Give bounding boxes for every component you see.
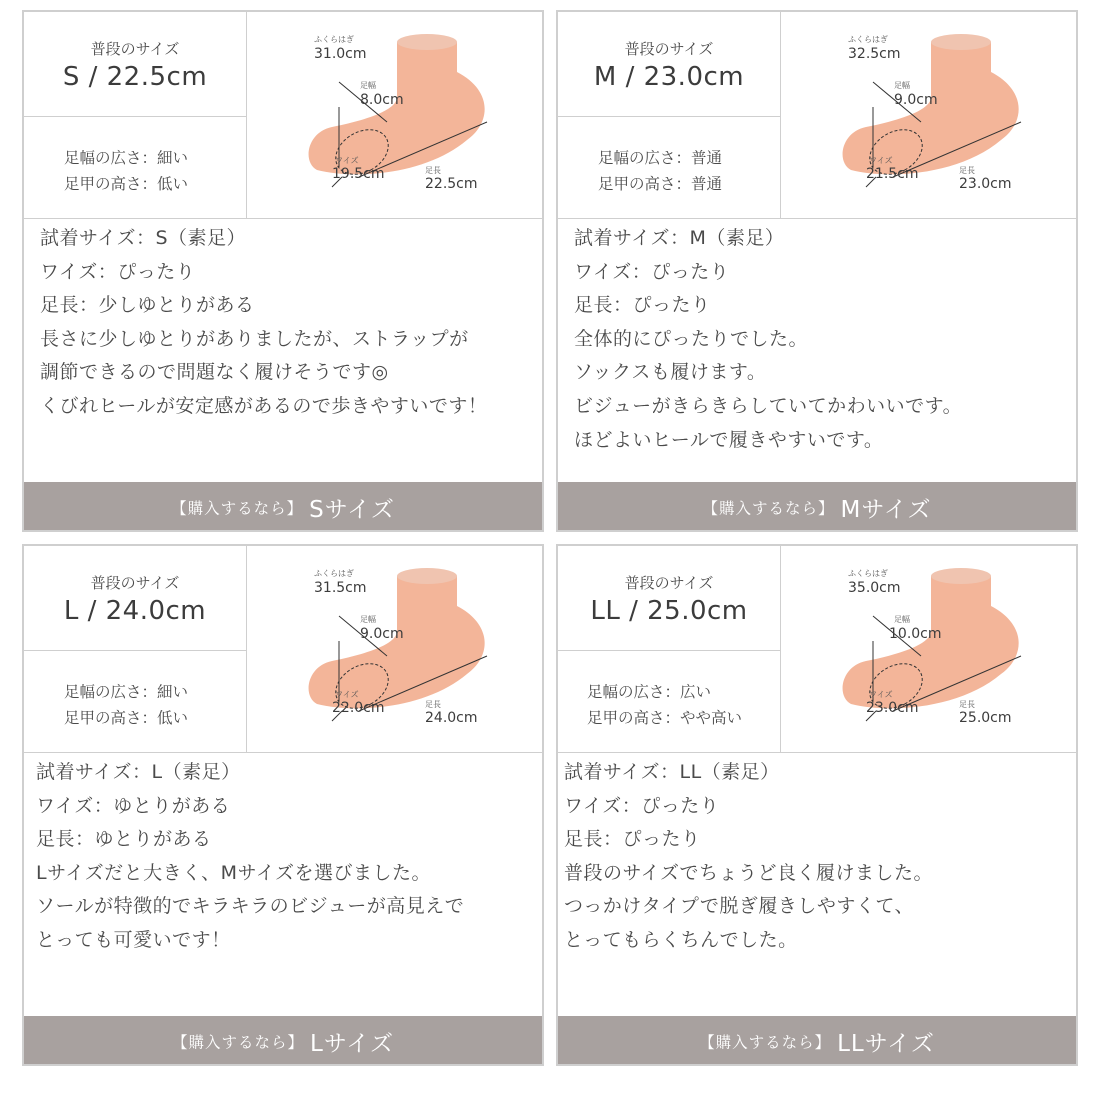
foot-shape-box <box>558 117 780 218</box>
review-line: 足長：ぴったり <box>574 294 711 317</box>
card-header <box>24 12 542 219</box>
review-line: 普段のサイズでちょうど良く履けました。 <box>564 861 933 884</box>
calf-label: ふくらはぎ <box>848 35 888 44</box>
foot-diagram <box>781 12 1076 218</box>
foot-width-value: 10.0cm <box>889 626 942 642</box>
review-line: 試着サイズ：L（素足） <box>36 761 241 783</box>
usual-size-value: M / 23.0cm <box>593 62 745 92</box>
review-line: ワイズ：ぴったり <box>40 260 196 283</box>
foot-width-label: 足幅 <box>894 81 910 90</box>
foot-width-value: 9.0cm <box>360 626 404 642</box>
wise-label: ワイズ <box>869 690 893 699</box>
foot-diagram <box>247 546 542 752</box>
recommendation-prefix: 【購入するなら】 <box>172 1033 305 1052</box>
instep-height-line: 足甲の高さ：低い <box>64 175 189 193</box>
foot-length-label: 足長 <box>425 700 441 709</box>
review-line: ワイズ：ぴったり <box>564 794 720 817</box>
calf-value: 31.0cm <box>314 46 367 62</box>
usual-size-label: 普段のサイズ <box>624 40 714 58</box>
usual-size-box <box>24 546 246 651</box>
review-line: とっても可愛いです！ <box>36 928 231 951</box>
recommendation-bar <box>558 1016 1076 1064</box>
usual-size-box <box>24 12 246 117</box>
instep-height-line: 足甲の高さ：やや高い <box>587 709 743 727</box>
foot-length-value: 23.0cm <box>959 176 1012 192</box>
foot-length-value: 25.0cm <box>959 710 1012 726</box>
recommendation-prefix: 【購入するなら】 <box>702 499 835 518</box>
review-line: ワイズ：ゆとりがある <box>36 794 231 817</box>
review-text <box>564 756 1064 958</box>
foot-shape-box <box>24 117 246 218</box>
card-header <box>24 546 542 753</box>
foot-illustration <box>247 546 542 752</box>
review-text <box>40 222 540 424</box>
size-card-s <box>22 10 544 532</box>
review-line: 試着サイズ：LL（素足） <box>564 761 780 783</box>
foot-width-line: 足幅の広さ：広い <box>587 683 712 701</box>
wise-label: ワイズ <box>335 156 359 165</box>
review-line: ワイズ：ぴったり <box>574 260 730 283</box>
foot-shape-box <box>24 651 246 752</box>
foot-width-line: 足幅の広さ：細い <box>64 683 189 701</box>
foot-width-value: 9.0cm <box>894 92 938 108</box>
recommendation-prefix: 【購入するなら】 <box>171 499 304 518</box>
review-line: くびれヒールが安定感があるので歩きやすいです！ <box>40 394 488 417</box>
foot-illustration <box>781 12 1076 218</box>
calf-value: 35.0cm <box>848 580 901 596</box>
foot-shape-box <box>558 651 780 752</box>
foot-width-value: 8.0cm <box>360 92 404 108</box>
usual-size-label: 普段のサイズ <box>624 574 714 592</box>
review-text <box>574 222 1074 457</box>
review-line: ソックスも履けます。 <box>574 361 767 384</box>
usual-size-value: L / 24.0cm <box>63 596 207 626</box>
recommendation-bar <box>558 482 1076 530</box>
recommended-size: LLサイズ <box>837 1031 935 1057</box>
usual-size-label: 普段のサイズ <box>90 574 180 592</box>
recommendation-bar <box>24 1016 542 1064</box>
review-text <box>36 756 536 958</box>
calf-label: ふくらはぎ <box>314 35 354 44</box>
size-card-ll <box>556 544 1078 1066</box>
foot-width-line: 足幅の広さ：普通 <box>598 149 723 167</box>
recommended-size: Mサイズ <box>840 497 932 523</box>
size-info <box>558 12 781 218</box>
foot-length-value: 24.0cm <box>425 710 478 726</box>
usual-size-value: S / 22.5cm <box>62 62 208 92</box>
usual-size-label: 普段のサイズ <box>90 40 180 58</box>
wise-label: ワイズ <box>335 690 359 699</box>
size-card-l <box>22 544 544 1066</box>
usual-size-box <box>558 546 780 651</box>
calf-value: 32.5cm <box>848 46 901 62</box>
review-line: つっかけタイプで脱ぎ履きしやすくて、 <box>564 895 915 918</box>
size-card-m <box>556 10 1078 532</box>
usual-size-value: LL / 25.0cm <box>590 596 748 626</box>
card-header <box>558 12 1076 219</box>
recommended-size: Lサイズ <box>310 1031 394 1057</box>
review-line: 試着サイズ：S（素足） <box>40 227 247 249</box>
wise-value: 19.5cm <box>332 166 385 182</box>
review-line: 長さに少しゆとりがありましたが、ストラップが <box>40 327 469 350</box>
instep-height-line: 足甲の高さ：普通 <box>598 175 723 193</box>
review-line: Lサイズだと大きく、Mサイズを選びました。 <box>36 861 432 884</box>
recommendation-prefix: 【購入するなら】 <box>699 1033 832 1052</box>
foot-length-label: 足長 <box>425 166 441 175</box>
review-line: 全体的にぴったりでした。 <box>574 327 809 350</box>
wise-value: 23.0cm <box>866 700 919 716</box>
instep-height-line: 足甲の高さ：低い <box>64 709 189 727</box>
foot-length-label: 足長 <box>959 166 975 175</box>
review-line: 試着サイズ：M（素足） <box>574 227 785 249</box>
recommendation-bar <box>24 482 542 530</box>
usual-size-box <box>558 12 780 117</box>
recommended-size: Sサイズ <box>309 497 395 523</box>
foot-length-value: 22.5cm <box>425 176 478 192</box>
foot-illustration <box>781 546 1076 752</box>
review-line: 足長：ゆとりがある <box>36 828 212 851</box>
review-line: とってもらくちんでした。 <box>564 928 798 951</box>
foot-illustration <box>247 12 542 218</box>
foot-length-label: 足長 <box>959 700 975 709</box>
wise-value: 21.5cm <box>866 166 919 182</box>
foot-diagram <box>247 12 542 218</box>
review-line: ソールが特徴的でキラキラのビジューが高見えで <box>36 895 465 918</box>
calf-value: 31.5cm <box>314 580 367 596</box>
review-line: ビジューがきらきらしていてかわいいです。 <box>574 394 963 417</box>
foot-width-label: 足幅 <box>360 81 376 90</box>
size-info <box>24 546 247 752</box>
review-line: ほどよいヒールで履きやすいです。 <box>574 428 884 451</box>
foot-width-line: 足幅の広さ：細い <box>64 149 189 167</box>
review-line: 調節できるので問題なく履けそうです◎ <box>40 361 389 384</box>
size-info <box>558 546 781 752</box>
size-info <box>24 12 247 218</box>
review-line: 足長：少しゆとりがある <box>40 294 255 317</box>
foot-width-label: 足幅 <box>360 615 376 624</box>
review-line: 足長：ぴったり <box>564 828 701 851</box>
foot-diagram <box>781 546 1076 752</box>
calf-label: ふくらはぎ <box>314 569 354 578</box>
wise-label: ワイズ <box>869 156 893 165</box>
foot-width-label: 足幅 <box>894 615 910 624</box>
card-header <box>558 546 1076 753</box>
calf-label: ふくらはぎ <box>848 569 888 578</box>
wise-value: 22.0cm <box>332 700 385 716</box>
